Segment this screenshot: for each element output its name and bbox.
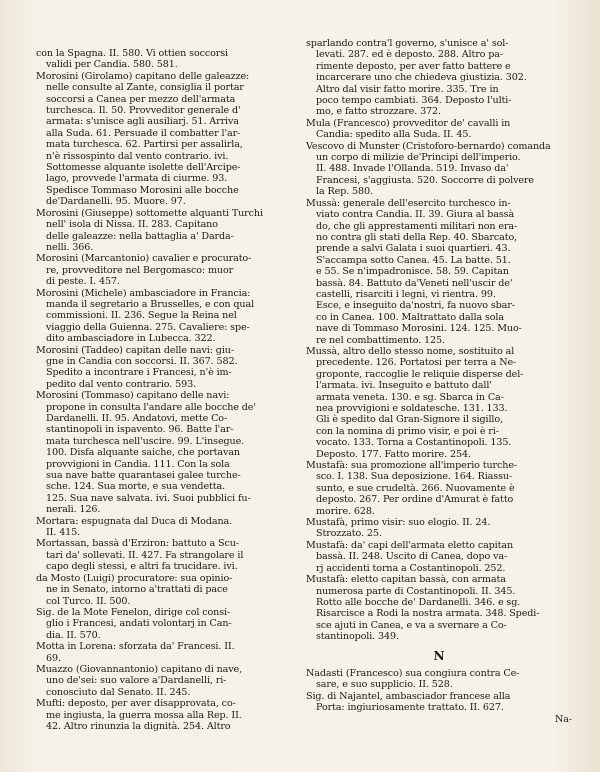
index-line: sche. 124. Sua morte, e sua vendetta. xyxy=(46,481,226,493)
section-letter-n: N xyxy=(433,648,445,663)
index-line: capo degli stessi, e altri fa trucidare. ivi. xyxy=(46,561,238,573)
index-line: sco. I. 138. Sua deposizione. 164. Riassu- xyxy=(316,471,513,483)
index-line: nelle consulte al Zante, consiglia il portar xyxy=(46,82,244,94)
index-line: Esce, e inseguito da'nostri, fa nuovo sbar- xyxy=(316,300,515,312)
index-line: Sottomesse alquante isolette dell'Arcipe- xyxy=(46,162,241,174)
index-line: gne in Candia con soccorsi. II. 367. 582. xyxy=(46,355,238,367)
index-line: Dardanelli. II. 95. Andatovi, mette Co- xyxy=(46,413,228,424)
index-line: delle galeazze: nella battaglia a' Darda- xyxy=(46,230,234,242)
index-line: viato contra Candia. II. 39. Giura al bassà xyxy=(316,209,515,221)
index-line: Sig. di Najantel, ambasciador francese alla xyxy=(306,690,511,702)
index-line: ne in Senato, intorno a'trattati di pace xyxy=(46,584,228,596)
index-line: bassà. II. 248. Uscito di Canea, dopo va- xyxy=(316,551,508,563)
index-line: nelli. 366. xyxy=(46,241,94,253)
right-column-entries-m xyxy=(306,38,572,643)
index-line: sare, e suo supplicio. II. 528. xyxy=(316,679,453,691)
index-line: Mufti: deposto, per aver disapprovata, co- xyxy=(36,698,236,710)
index-line: bassà. 84. Battuto da'Veneti nell'uscir de' xyxy=(316,277,513,289)
index-line: morire. 628. xyxy=(316,505,375,517)
index-line: nea provvigioni e soldatesche. 131. 133. xyxy=(316,403,508,414)
index-line: 42. Altro rinunzia la dignità. 254. Altro xyxy=(46,720,231,732)
index-line: Morosini (Girolamo) capitano delle galeazze: xyxy=(36,70,250,82)
index-line: Muazzo (Giovannantonio) capitano di nave, xyxy=(36,663,243,675)
index-line: do, che gli apprestamenti militari non era- xyxy=(316,220,518,232)
catchword: Na- xyxy=(555,713,572,725)
index-line: 69. xyxy=(46,652,61,664)
index-line: S'accampa sotto Canea. 45. La batte. 51. xyxy=(316,254,511,266)
index-line: sparlando contra'l governo, s'unisce a' sol- xyxy=(306,38,509,49)
index-line: incarcerare uno che chiedeva giustizia. 302. xyxy=(316,72,527,84)
index-line: glio i Francesi, andati volontarj in Can- xyxy=(46,618,232,630)
index-line: la Rep. 580. xyxy=(316,186,373,198)
index-line: sunto, e sue crudeltà. 266. Nuovamente è xyxy=(316,482,515,494)
index-line: Mortassan, bassà d'Erziron: battuto a Scu- xyxy=(36,538,239,550)
index-line: stantinopoli. 349. xyxy=(316,631,399,643)
right-column xyxy=(306,38,572,725)
index-line: Mula (Francesco) provveditor de' cavalli in xyxy=(306,117,511,129)
index-line: rj accidenti torna a Costantinopoli. 252. xyxy=(316,562,506,574)
index-line: mata turchesca. 62. Partirsi per assalirla, xyxy=(46,139,243,151)
index-line: no contra gli stati della Rep. 40. Sbarcato, xyxy=(316,231,518,243)
index-line: Mustafà: da' capi dell'armata eletto capitan xyxy=(306,539,514,551)
index-line: Spedito a incontrare i Francesi, n'è im- xyxy=(46,367,232,379)
index-line: col Turco. II. 500. xyxy=(46,595,131,607)
index-line: nerali. 126. xyxy=(46,504,101,516)
index-line: Gli è spedito dal Gran-Signore il sigillo, xyxy=(316,414,503,426)
index-line: Mortara: espugnata dal Duca di Modana. xyxy=(36,515,233,527)
index-line: e 55. Se n'impadronisce. 58. 59. Capitan xyxy=(316,266,509,278)
index-line: groponte, raccoglie le reliquie disperse del- xyxy=(316,368,524,380)
index-line: mata turchesca nell'uscire. 99. L'insegue. xyxy=(46,435,245,447)
index-line: Motta in Lorena: sforzata da' Francesi. II. xyxy=(36,641,235,653)
index-line: turchesca. Il. 50. Provveditor generale d' xyxy=(46,105,241,117)
index-line: Strozzato. 25. xyxy=(316,528,382,540)
index-line: me ingiusta, la guerra mossa alla Rep. II. xyxy=(46,709,242,721)
index-line: Morosini (Giuseppe) sottomette alquanti Turchi xyxy=(36,207,263,219)
index-line: Rotto alle bocche de' Dardanelli. 346. e sg. xyxy=(316,596,521,608)
index-line: validi per Candia. 580. 581. xyxy=(46,59,178,71)
index-line: II. 488. Invade l'Ollanda. 519. Invaso da' xyxy=(316,163,509,175)
index-line: propone in consulta l'andare alle bocche de' xyxy=(46,401,256,413)
index-line: un corpo di milizie de'Principi dell'imperio. xyxy=(316,152,521,164)
index-line: Spedisce Tommaso Morosini alle bocche xyxy=(46,184,239,196)
index-line: Morosini (Michele) ambasciadore in Francia: xyxy=(36,287,251,299)
index-line: numerosa parte di Costantinopoli. II. 345. xyxy=(316,585,516,597)
index-line: n'è rissospinto dal vento contrario. ivi. xyxy=(46,150,229,162)
index-line: Morosini (Taddeo) capitan delle navi: giu- xyxy=(36,344,234,356)
index-line: Candia: spedito alla Suda. II. 45. xyxy=(316,129,472,141)
index-line: castelli, risarciti i legni, vi rientra. 99. xyxy=(316,288,496,300)
index-line: mo, e fatto strozzare. 372. xyxy=(316,106,441,118)
index-line: alla Suda. 61. Persuade il combatter l'ar- xyxy=(46,127,241,139)
index-line: commissioni. II. 236. Segue la Reina nel xyxy=(46,310,237,322)
index-line: deposto. 267. Per ordine d'Amurat è fatto xyxy=(316,494,514,506)
index-line: sua nave batte quarantasei galee turche- xyxy=(46,470,241,482)
index-line: Sig. de la Mote Fenelon, dirige col consi- xyxy=(36,606,231,618)
index-line: armata: s'unisce agli ausiliarj. 51. Arriva xyxy=(46,116,239,128)
right-column-entries-n xyxy=(306,668,572,714)
index-line: Altro dal visir fatto morire. 335. Tre in xyxy=(316,83,499,95)
index-line: dia. II. 570. xyxy=(46,629,101,641)
index-line: Mussà: generale dell'esercito turchesco in- xyxy=(306,197,511,209)
index-line: Mustafà: sua promozione all'imperio turche- xyxy=(306,460,517,472)
left-column xyxy=(36,48,298,732)
index-line: levati. 287. ed è deposto. 288. Altro pa- xyxy=(316,49,503,61)
index-line: Risarcisce a Rodi la nostra armata. 348. Spedi- xyxy=(316,608,540,620)
index-line: 100. Disfa alquante saiche, che portavan xyxy=(46,447,240,459)
index-line: Porta: ingiuriosamente trattato. II. 627. xyxy=(316,702,504,714)
index-line: precedente. 126. Portatosi per terra a Ne- xyxy=(316,357,517,369)
index-line: con la nomina di primo visir, e poi è ri- xyxy=(316,425,499,437)
index-line: prende a salvi Galata i suoi quartieri. 43. xyxy=(316,243,511,255)
index-line: Morosini (Marcantonio) cavalier e procurato- xyxy=(36,253,252,265)
index-line: II. 415. xyxy=(46,527,81,539)
index-line: viaggio della Guienna. 275. Cavaliere: spe- xyxy=(46,321,250,333)
index-line: l'armata. ivi. Inseguito e battuto dall' xyxy=(316,380,492,392)
index-line: Mustafà: eletto capitan bassà, con armata xyxy=(306,574,506,586)
index-line: provvigioni in Candia. 111. Con la sola xyxy=(46,458,230,470)
index-line: dito ambasciadore in Lubecca. 322. xyxy=(46,333,216,345)
index-line: conosciuto dal Senato. II. 245. xyxy=(46,686,191,698)
index-line: poco tempo cambiati. 364. Deposto l'ulti- xyxy=(316,95,512,107)
index-line: nell' isola di Nissa. II. 283. Capitano xyxy=(46,219,218,231)
index-line: Morosini (Tommaso) capitano delle navi: xyxy=(36,390,230,402)
index-line: co in Canea. 100. Maltrattato dalla sola xyxy=(316,311,504,323)
index-line: lago, provvede l'armata di ciurme. 93. xyxy=(46,173,228,185)
index-line: con la Spagna. II. 580. Vi ottien soccorsi xyxy=(36,48,228,59)
index-line: 125. Sua nave salvata. ivi. Suoi pubblici fu- xyxy=(46,492,251,504)
index-line: Deposto. 177. Fatto morire. 254. xyxy=(316,448,471,460)
index-line: sce ajuti in Canea, e va a svernare a Co- xyxy=(316,619,507,631)
index-line: soccorsi a Canea per mezzo dell'armata xyxy=(46,93,236,105)
index-line: Nadasti (Francesco) sua congiura contra Ce- xyxy=(306,667,520,679)
index-line: Mussà, altro dello stesso nome, sostituito al xyxy=(306,345,515,357)
index-line: tari da' sollevati. II. 427. Fa strangolare il xyxy=(46,549,244,561)
index-line: re nel combattimento. 125. xyxy=(316,334,445,346)
index-line: vocato. 133. Torna a Costantinopoli. 135. xyxy=(316,437,512,449)
index-line: re, provveditore nel Bergomasco: muor xyxy=(46,264,234,276)
index-line: nave di Tommaso Morosini. 124. 125. Muo- xyxy=(316,323,522,335)
index-line: rimente deposto, per aver fatto battere e xyxy=(316,60,511,72)
index-line: armata veneta. 130. e sg. Sbarca in Ca- xyxy=(316,391,504,403)
index-line: stantinopoli in ispavento. 96. Batte l'ar- xyxy=(46,424,234,436)
index-line: Mustafà, primo visir: suo elogio. II. 24. xyxy=(306,517,491,529)
index-line: da Mosto (Luigi) procuratore: sua opinio- xyxy=(36,572,233,584)
index-line: manda il segretario a Brusselles, e con qual xyxy=(46,298,255,310)
index-line: uno de'sei: suo valore a'Dardanelli, ri- xyxy=(46,675,227,687)
index-line: Vescovo di Munster (Cristoforo-bernardo) comanda xyxy=(306,140,551,152)
index-line: de'Dardanelli. 95. Muore. 97. xyxy=(46,196,186,208)
index-line: Francesi, s'aggiusta. 520. Soccorre di polvere xyxy=(316,174,534,186)
index-line: di peste. I. 457. xyxy=(46,276,120,288)
index-line: pedito dal vento contrario. 593. xyxy=(46,378,197,390)
